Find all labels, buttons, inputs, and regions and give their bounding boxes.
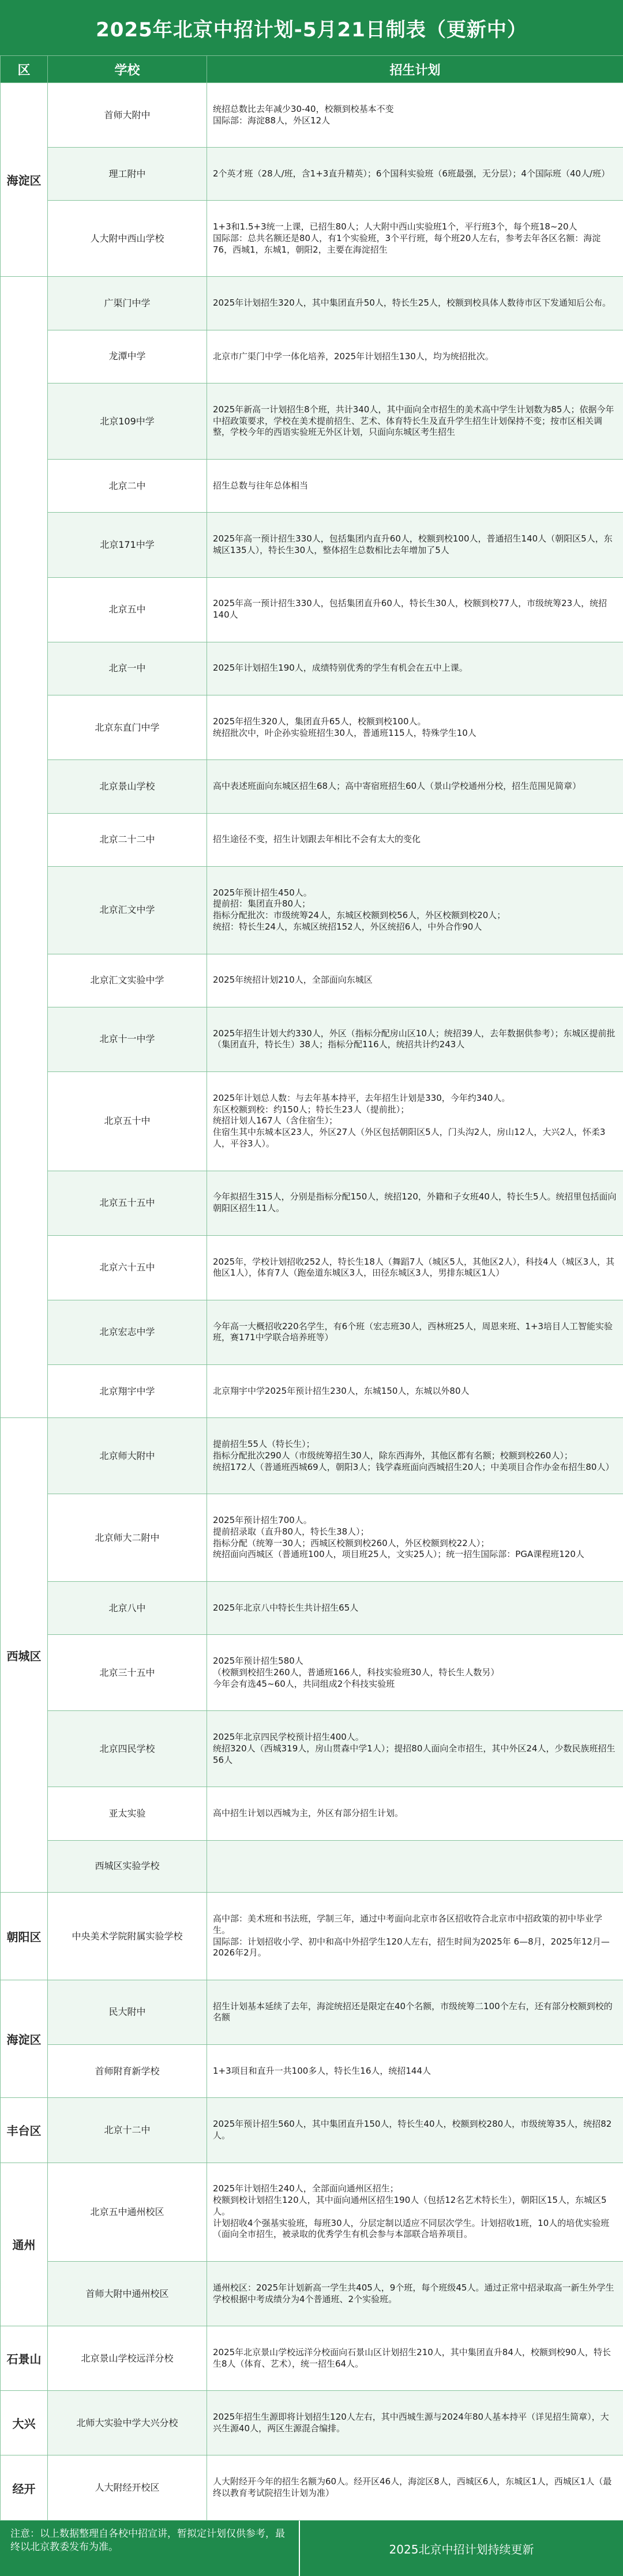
plan-cell: 人大附经开今年的招生名额为60人。经开区46人，海淀区8人，西城区6人，东城区1人，西城区1人（最终以教育考试院招生计划为准） — [207, 2455, 623, 2520]
table-row — [1, 83, 623, 148]
plan-cell: 今年高一大概招收220名学生，有6个班（宏志班30人，西林班25人，周恩来班、1+3培目人工智能实验班，赛171中学联合培养班等） — [207, 1300, 623, 1364]
school-cell: 北京五中通州校区 — [48, 2163, 207, 2262]
table-row — [1, 866, 623, 954]
plan-cell: 招生总数与往年总体相当 — [207, 460, 623, 513]
table-row — [1, 513, 623, 577]
plan-cell: 2025年，学校计划招收252人，特长生18人（舞蹈7人（城区5人，其他区2人），科技4人（城区3人，其他区1人），体育7人（跑垒道东城区3人，田径东城区3人，男排东城区1人） — [207, 1235, 623, 1300]
table-row — [1, 1072, 623, 1171]
school-cell: 西城区实验学校 — [48, 1840, 207, 1893]
district-cell — [1, 277, 48, 1418]
table-row — [1, 1235, 623, 1300]
plan-cell: 2025年北京四民学校预计招生400人。 统招320人（西城319人，房山贯森中学1人）；提招80人面向全市招生，其中外区24人，少数民族班招生56人 — [207, 1711, 623, 1787]
table-row — [1, 1418, 623, 1494]
table-row — [1, 760, 623, 813]
plan-cell: 2025年新高一计划招生8个班，共计340人，其中面向全市招生的美术高中学生计划数为85人；依据今年中招政策要求，学校在美术提前招生、艺术、体育特长生及直升学生招生计划保持不变；按市区相关调整，学校今年的西语实验班无外区计划，只面向东城区考生招生 — [207, 383, 623, 460]
plan-cell: 2025年招生计划大约330人，外区（指标分配房山区10人；统招39人，去年数据供参考）；东城区提前批（集团直升，特长生）38人；指标分配116人，统招共计约243人 — [207, 1007, 623, 1071]
district-cell: 经开 — [1, 2455, 48, 2520]
table-row — [1, 2163, 623, 2262]
footer — [0, 2521, 623, 2576]
school-cell: 北师大实验中学大兴分校 — [48, 2391, 207, 2455]
plan-cell: 通州校区：2025年计划新高一学生共405人，9个班，每个班级45人。通过正常中招录取高一新生外学生学校根据中考成绩分为4个普通班、2个实验班。 — [207, 2262, 623, 2326]
plan-cell: 1+3项目和直升一共100多人，特长生16人，统招144人 — [207, 2045, 623, 2098]
table-row — [1, 1300, 623, 1364]
plan-cell: 高中招生计划以西城为主，外区有部分招生计划。 — [207, 1787, 623, 1840]
table-row — [1, 1635, 623, 1711]
school-cell: 北京五中 — [48, 577, 207, 642]
plan-cell: 招生计划基本延续了去年，海淀统招还是限定在40个名额，市级统筹二100个左右，还有部分校额到校的名额 — [207, 1980, 623, 2044]
district-cell: 通州 — [1, 2163, 48, 2326]
plan-cell: 北京翔宇中学2025年预计招生230人，东城150人，东城以外80人 — [207, 1365, 623, 1418]
school-cell: 首师大附中 — [48, 83, 207, 148]
table-row — [1, 577, 623, 642]
school-cell: 北京六十五中 — [48, 1235, 207, 1300]
plan-cell: 今年拟招生315人，分别是指标分配150人，统招120，外籍和子女班40人，特长生5人。统招里包括面向朝阳区招生11人。 — [207, 1171, 623, 1235]
plan-cell: 2025年计划总人数：与去年基本持平，去年招生计划是330，今年约340人。 东区校额到校：约150人；特长生23人（提前批）； 统招计划人167人（含住宿生）； 住宿生其中东城本区23人，外区27人（外区包括朝阳区5人，门头沟2人，房山12人，大兴2人，怀柔3人，平谷3人）。 — [207, 1072, 623, 1171]
table-row — [1, 2262, 623, 2326]
school-cell: 北京一中 — [48, 642, 207, 695]
table-row — [1, 2045, 623, 2098]
table-row — [1, 1840, 623, 1893]
table-row — [1, 330, 623, 383]
plan-cell: 提前招生55人（特长生）； 指标分配批次290人（市级统筹招生30人，除东西海外，其他区都有名额；校额到校260人）； 统招172人（普通班西城69人，朝阳3人；钱学森班面向西城招生20人；中美项目合作办金布招生80人） — [207, 1418, 623, 1494]
plan-cell: 北京市广渠门中学一体化培养，2025年计划招生130人，均为统招批次。 — [207, 330, 623, 383]
table-body — [1, 83, 623, 2521]
plan-cell: 招生途径不变，招生计划跟去年相比不会有太大的变化 — [207, 813, 623, 866]
school-cell: 北京宏志中学 — [48, 1300, 207, 1364]
table-row — [1, 1980, 623, 2044]
plan-cell: 2025年预计招生580人 （校额到校招生260人，普通班166人，科技实验班30人，特长生人数另） 今年会有选45~60人，共同组成2个科技实验班 — [207, 1635, 623, 1711]
school-cell: 首师大附中通州校区 — [48, 2262, 207, 2326]
table-row — [1, 1893, 623, 1980]
footer-update-text: 2025北京中招计划持续更新 — [389, 2542, 534, 2556]
plan-cell: 2025年计划招生320人，其中集团直升50人，特长生25人，校额到校具体人数待市区下发通知后公布。 — [207, 277, 623, 330]
table-row — [1, 148, 623, 201]
school-cell: 中央美术学院附属实验学校 — [48, 1893, 207, 1980]
school-cell: 北京二十二中 — [48, 813, 207, 866]
plan-cell: 高中表述班面向东城区招生68人；高中寄宿班招生60人（景山学校通州分校，招生范围见简章） — [207, 760, 623, 813]
plan-cell — [207, 1840, 623, 1893]
table-row — [1, 201, 623, 277]
header-plan: 招生计划 — [207, 56, 623, 83]
table-row — [1, 954, 623, 1007]
school-cell: 民大附中 — [48, 1980, 207, 2044]
table-row — [1, 1582, 623, 1635]
school-cell: 北京翔宇中学 — [48, 1365, 207, 1418]
school-cell: 北京十二中 — [48, 2098, 207, 2163]
school-cell: 北京五十中 — [48, 1072, 207, 1171]
plan-cell: 2025年北京景山学校远洋分校面向石景山区计划招生210人，其中集团直升84人，校额到校90人，特长生8人（体育、艺术），统一招生64人。 — [207, 2326, 623, 2391]
plan-cell: 2025年招生320人，集团直升65人，校额到校100人。 统招批次中，叶企孙实验班招生30人，普通班115人，特殊学生10人 — [207, 695, 623, 760]
table-row — [1, 1171, 623, 1235]
page-title: 2025年北京中招计划-5月21日制表（更新中） — [0, 0, 623, 55]
school-cell: 广渠门中学 — [48, 277, 207, 330]
table-row — [1, 2098, 623, 2163]
header-district: 区 — [1, 56, 48, 83]
table-row — [1, 2326, 623, 2391]
school-cell: 人大附经开校区 — [48, 2455, 207, 2520]
district-cell: 石景山 — [1, 2326, 48, 2391]
district-cell: 海淀区 — [1, 1980, 48, 2097]
school-cell: 北京109中学 — [48, 383, 207, 460]
header-school: 学校 — [48, 56, 207, 83]
school-cell: 首师附育新学校 — [48, 2045, 207, 2098]
school-cell: 理工附中 — [48, 148, 207, 201]
district-cell: 海淀区 — [1, 83, 48, 277]
table-row — [1, 1711, 623, 1787]
table-row — [1, 2391, 623, 2455]
district-cell: 丰台区 — [1, 2098, 48, 2163]
school-cell: 人大附中西山学校 — [48, 201, 207, 277]
table-row — [1, 460, 623, 513]
enrollment-plan-table — [0, 55, 623, 2521]
footer-note: 注意：以上数据整理自各校中招宣讲，暂拟定计划仅供参考，最终以北京教委发布为准。 — [0, 2521, 300, 2576]
table-row — [1, 1787, 623, 1840]
table-row — [1, 695, 623, 760]
table-row — [1, 813, 623, 866]
table-row — [1, 642, 623, 695]
plan-cell: 2025年预计招生450人。 提前招：集团直升80人； 指标分配批次：市级统筹24人，东城区校额到校56人，外区校额到校20人； 统招：特长生24人，东城区统招152人，外区统招6人，中外合作90人 — [207, 866, 623, 954]
school-cell: 北京171中学 — [48, 513, 207, 577]
school-cell: 北京五十五中 — [48, 1171, 207, 1235]
school-cell: 亚太实验 — [48, 1787, 207, 1840]
school-cell: 北京师大二附中 — [48, 1494, 207, 1582]
school-cell: 龙潭中学 — [48, 330, 207, 383]
plan-cell: 高中部：美术班和书法班，学制三年，通过中考面向北京市各区招收符合北京市中招政策的初中毕业学生。 国际部：计划招收小学、初中和高中外招学生120人左右，招生时间为2025年 6—8月，2025年12月—2026年2月。 — [207, 1893, 623, 1980]
plan-cell: 2025年高一预计招生330人，包括集团内直升60人，校额到校100人，普通招生140人（朝阳区5人，东城区135人），特长生30人，整体招生总数相比去年增加了5人 — [207, 513, 623, 577]
table-row — [1, 1007, 623, 1071]
school-cell: 北京汇文实验中学 — [48, 954, 207, 1007]
table-row — [1, 277, 623, 330]
plan-cell: 2025年预计招生700人。 提前招录取（直升80人，特长生38人）； 指标分配（统筹一30人；西城区校额到校260人，外区校额到校22人）； 统招面向西城区（普通班100人，项目班25人，文实25人）；统一招生国际部：PGA课程班120人 — [207, 1494, 623, 1582]
school-cell: 北京八中 — [48, 1582, 207, 1635]
school-cell: 北京四民学校 — [48, 1711, 207, 1787]
plan-cell: 2025年统招计划210人，全部面向东城区 — [207, 954, 623, 1007]
plan-cell: 2025年高一预计招生330人，包括集团直升60人，特长生30人，校额到校77人，市级统筹23人，统招140人 — [207, 577, 623, 642]
school-cell: 北京三十五中 — [48, 1635, 207, 1711]
plan-cell: 2个英才班（28人/班，含1+3直升精英）；6个国科实验班（6班最强，无分层）；4个国际班（40人/班） — [207, 148, 623, 201]
school-cell: 北京十一中学 — [48, 1007, 207, 1071]
school-cell: 北京景山学校远洋分校 — [48, 2326, 207, 2391]
table-row — [1, 1494, 623, 1582]
district-cell: 大兴 — [1, 2391, 48, 2455]
table-row — [1, 1365, 623, 1418]
school-cell: 北京景山学校 — [48, 760, 207, 813]
school-cell: 北京东直门中学 — [48, 695, 207, 760]
table-row — [1, 383, 623, 460]
plan-cell: 2025年计划招生190人，成绩特别优秀的学生有机会在五中上课。 — [207, 642, 623, 695]
plan-cell: 2025年招生生源即将计划招生120人左右，其中西城生源与2024年80人基本持平（详见招生简章），大兴生源40人，两区生源混合编排。 — [207, 2391, 623, 2455]
district-cell: 西城区 — [1, 1418, 48, 1893]
school-cell: 北京汇文中学 — [48, 866, 207, 954]
school-cell: 北京师大附中 — [48, 1418, 207, 1494]
table-row — [1, 2455, 623, 2520]
plan-cell: 2025年预计招生560人，其中集团直升150人，特长生40人，校额到校280人，市级统筹35人，统招82人。 — [207, 2098, 623, 2163]
district-cell: 朝阳区 — [1, 1893, 48, 1980]
plan-cell: 统招总数比去年减少30-40，校额到校基本不变 国际部：海淀88人，外区12人 — [207, 83, 623, 148]
plan-cell: 2025年计划招生240人，全部面向通州区招生； 校额到校计划招生120人，其中面向通州区招生190人（包括12名艺术特长生），朝阳区15人，东城区5人。 计划招收4个强基实验班，每班30人，分层定制以适应不同层次学生。计划招收1班，10人的培优实验班（面向全市招生，被录取的优秀学生有机会参与本部联合培养项目。 — [207, 2163, 623, 2262]
plan-cell: 2025年北京八中特长生共计招生65人 — [207, 1582, 623, 1635]
plan-cell: 1+3和1.5+3统一上课，已招生80人；人大附中西山实验班1个，平行班3个，每个班18~20人 国际部：总共名额还是80人，有1个实验班，3个平行班，每个班20人左右，参考去年各区名额：海淀76，西城1，东城1，朝阳2，主要在海淀招生 — [207, 201, 623, 277]
school-cell: 北京二中 — [48, 460, 207, 513]
table-header-row — [1, 56, 623, 83]
